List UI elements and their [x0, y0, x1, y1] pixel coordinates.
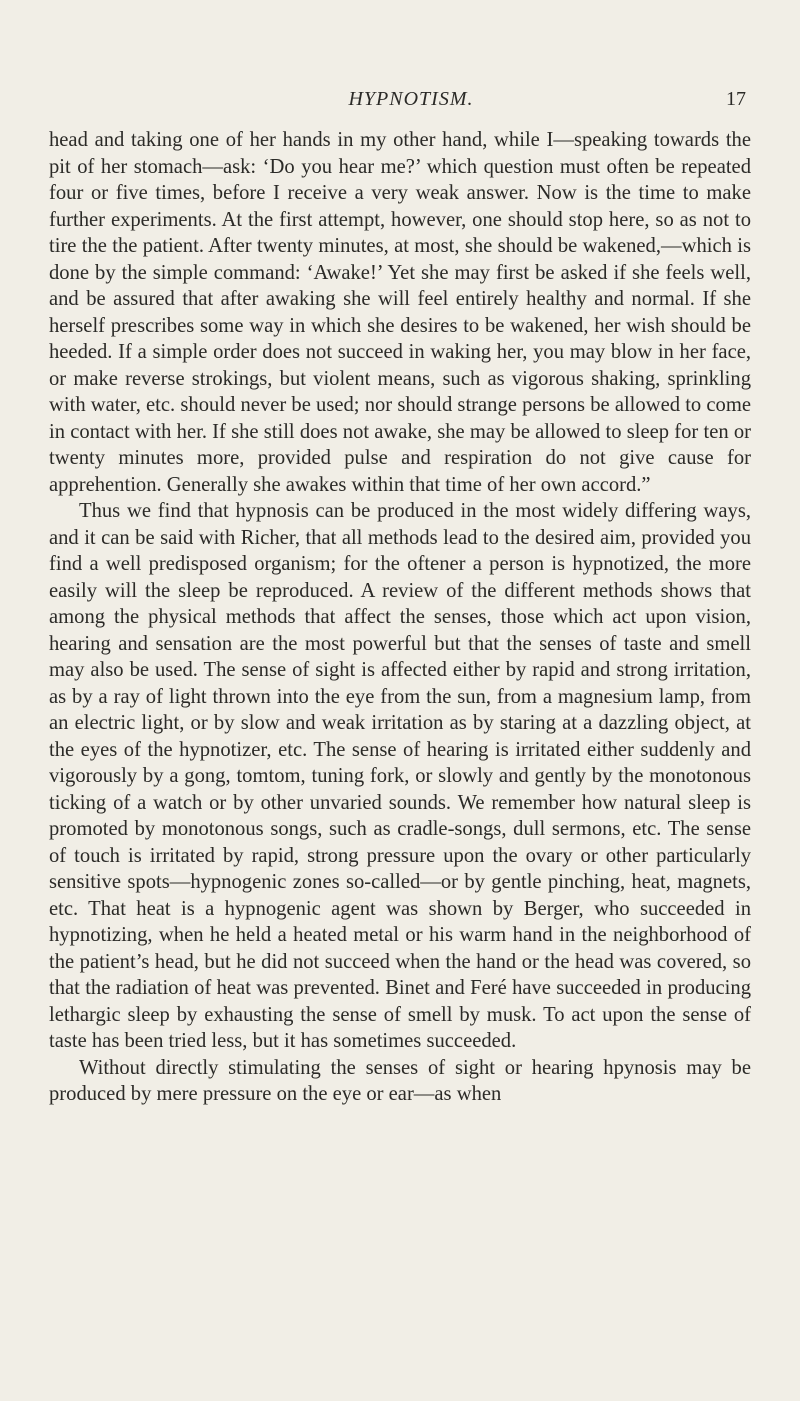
paragraph-continued: head and taking one of her hands in my other hand, while I—speaking towards the pit of her stomach—ask: ‘Do you hear me?’ which question must often be repeated four or five times, before I receive a very weak answer. Now is the time to make further experiments. At the first attempt, however, one should stop here, so as not to tire the the patient. After twenty minutes, at most, she should be wakened,—which is done by the simple command: ‘Awake!’ Yet she may first be asked if she feels well, and be assured that after awaking she will feel entirely healthy and normal. If she herself prescribes some way in which she desires to be wakened, her wish should be heeded. If a simple order does not succeed in waking her, you may blow in her face, or make reverse strokings, but violent means, such as vigorous shaking, sprinkling with water, etc. should never be used; nor should strange persons be allowed to come in contact with her. If she still does not awake, she may be allowed to sleep for ten or twenty minutes more, provided pulse and respiration do not give cause for apprehention. Generally she awakes within that time of her own accord.” [49, 129, 751, 496]
body-text [49, 127, 751, 1108]
running-head: HYPNOTISM. [348, 88, 474, 110]
page-header [0, 88, 800, 118]
page-number: 17 [726, 88, 746, 110]
paragraph-pressure: Without directly stimulating the senses of sight or hearing hpynosis may be produced by mere pressure on the eye or ear—as when [49, 1056, 751, 1105]
paragraph-methods-review: Thus we find that hypnosis can be produced in the most widely differing ways, and it can be said with Richer, that all methods lead to the desired aim, provided you find a well predisposed organism; for the oftener a person is hypnotized, the more easily will the sleep be reproduced. A review of the different methods shows that among the physical methods that affect the senses, those which act upon vision, hearing and sensation are the most powerful but that the senses of taste and smell may also be used. The sense of sight is affected either by rapid and strong irritation, as by a ray of light thrown into the eye from the sun, from a magnesium lamp, from an electric light, or by slow and weak irritation as by staring at a dazzling object, at the eyes of the hypnotizer, etc. The sense of hearing is irritated either suddenly and vigorously by a gong, tomtom, tuning fork, or slowly and gently by the monotonous ticking of a watch or by other unvaried sounds. We remember how natural sleep is promoted by monotonous songs, such as cradle-songs, dull sermons, etc. The sense of touch is irritated by rapid, strong pressure upon the ovary or other particularly sensitive spots—hypnogenic zones so-called—or by gentle pinching, heat, magnets, etc. That heat is a hypnogenic agent was shown by Berger, who succeeded in hypnotizing, when he held a heated metal or his warm hand in the neighborhood of the patient’s head, but he did not succeed when the hand or the head was covered, so that the radiation of heat was prevented. Binet and Feré have succeeded in producing lethargic sleep by exhausting the sense of smell by musk. To act upon the sense of taste has been tried less, but it has sometimes succeeded. [49, 500, 751, 1052]
